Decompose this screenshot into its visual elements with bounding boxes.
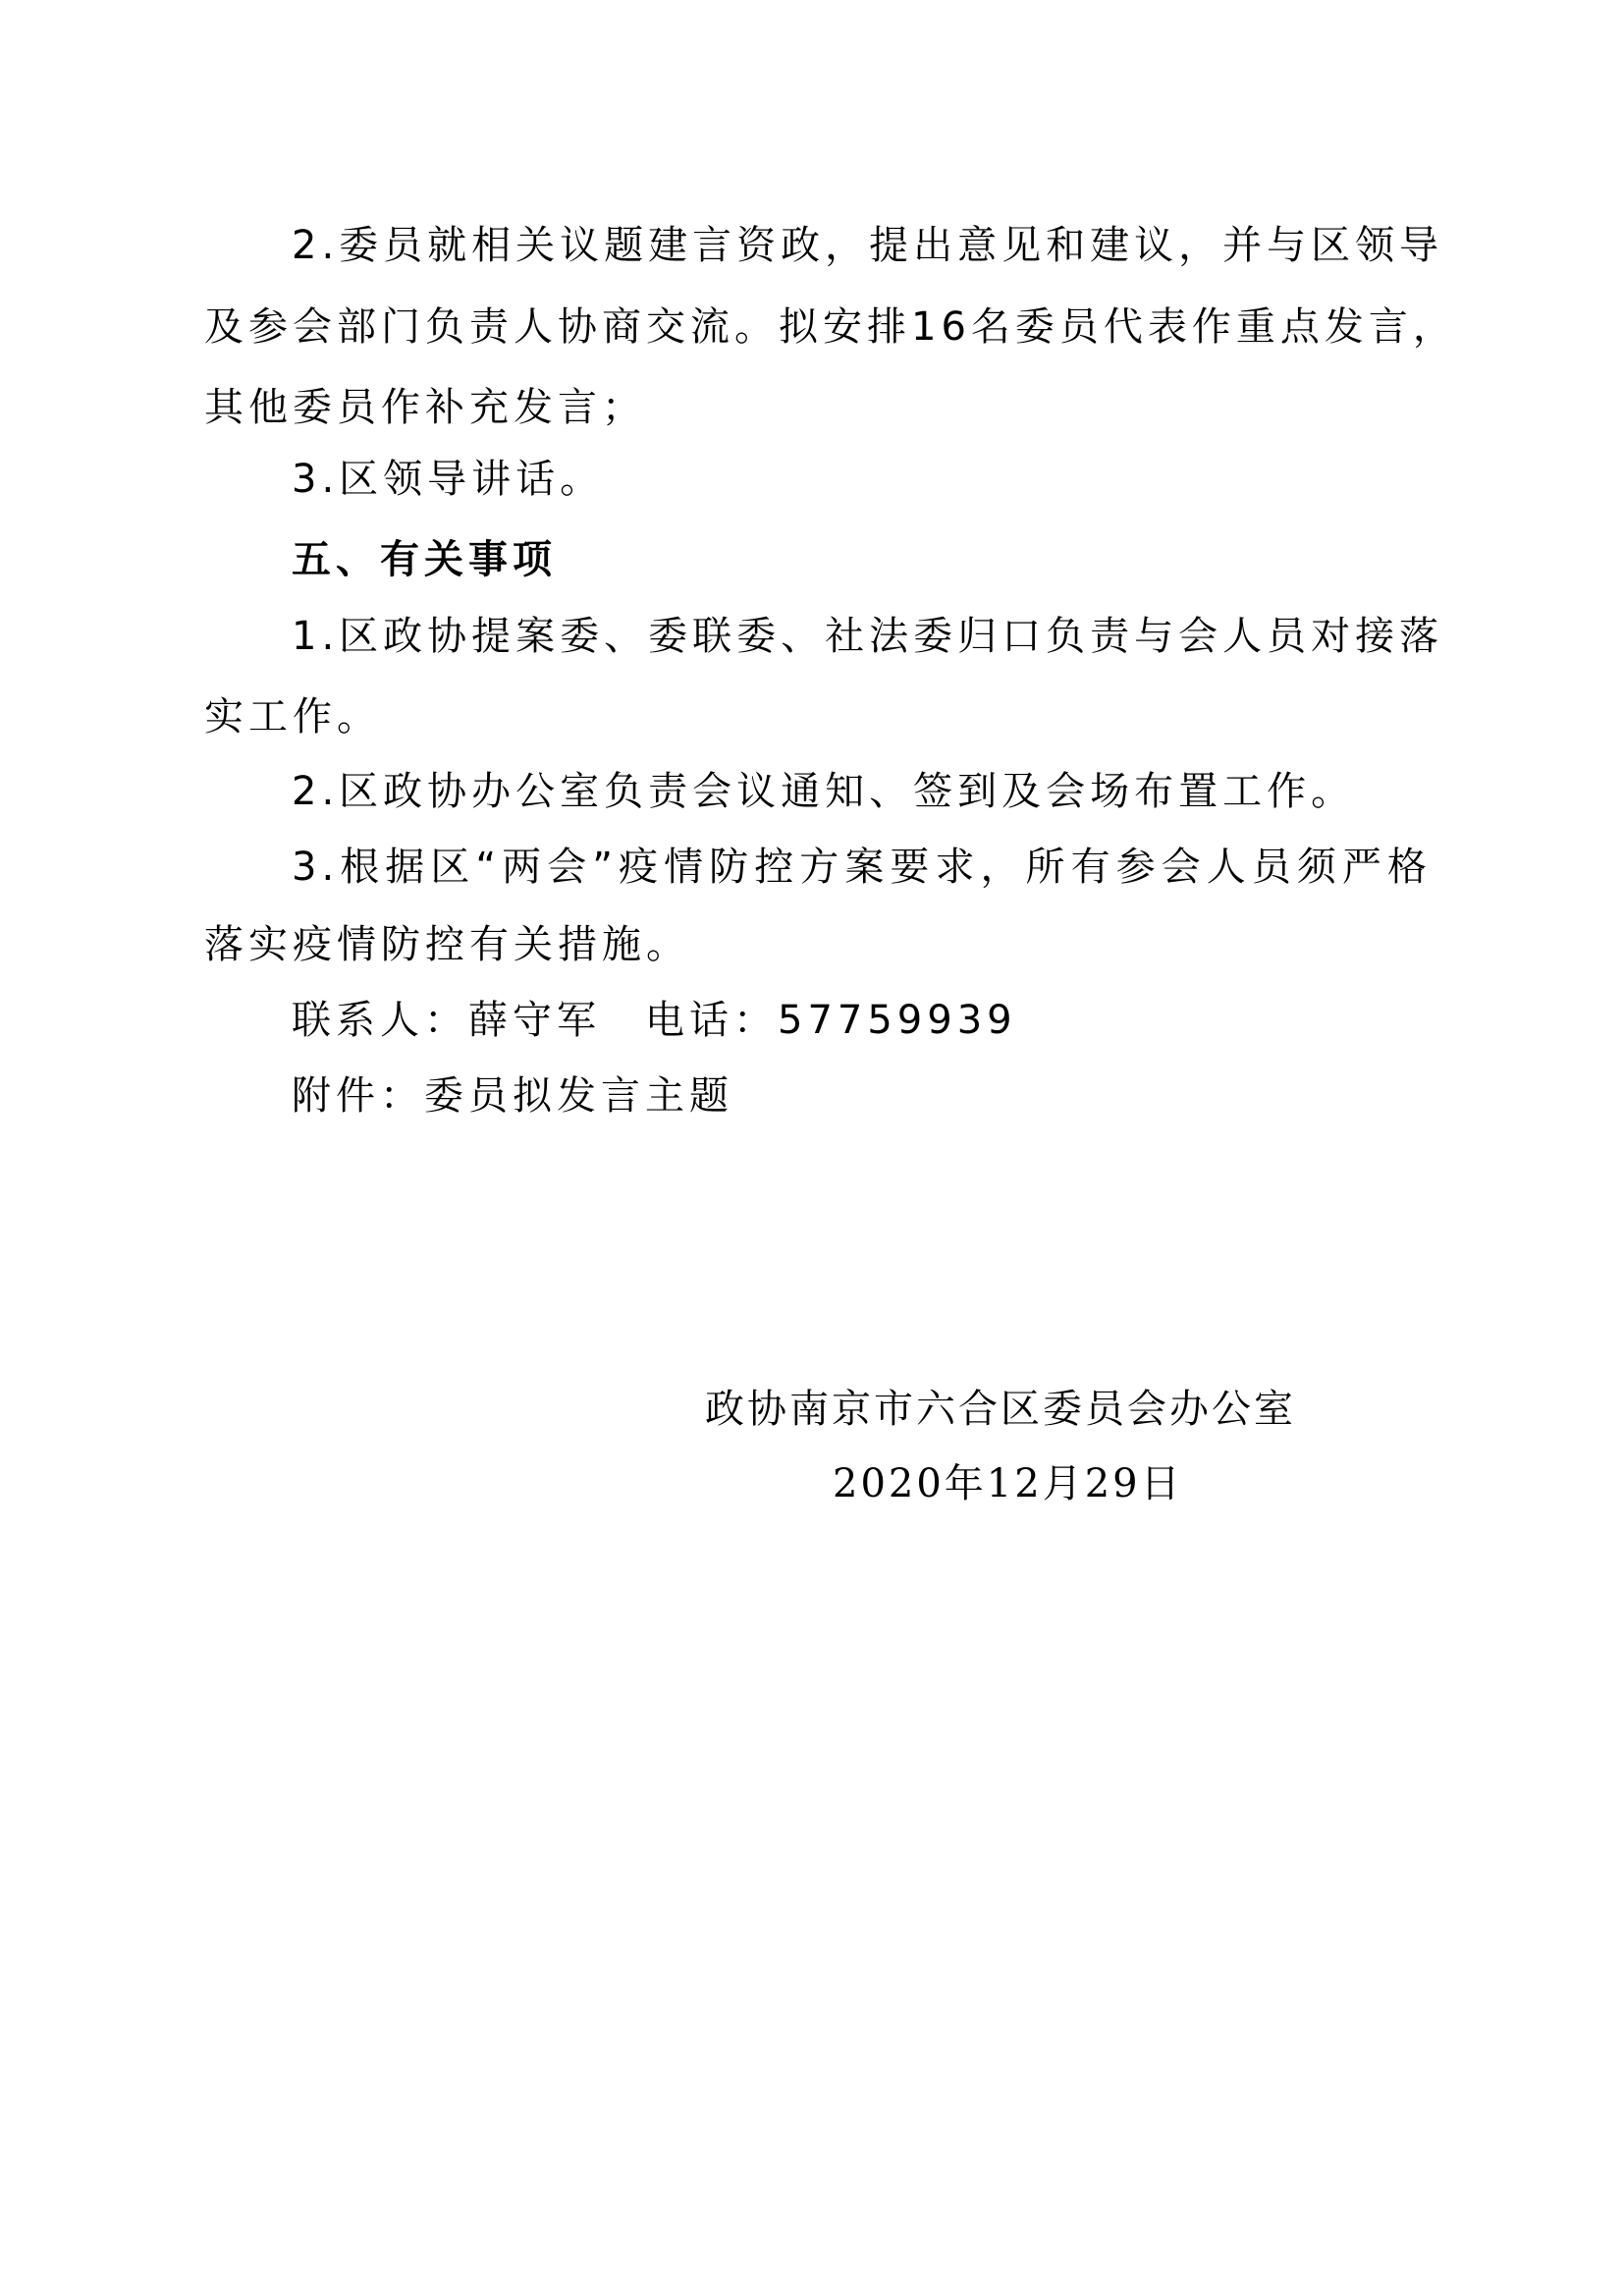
contact-line: 联系人：薛守军 电话：57759939 [292,998,1017,1043]
section-heading: 五、有关事项 [292,537,557,582]
item-2-line-1: 2.区政协办公室负责会议通知、签到及会场布置工作。 [292,769,1356,814]
item-1-line-2: 实工作。 [204,694,381,739]
attachment-line: 附件：委员拟发言主题 [292,1073,733,1119]
paragraph-2-line-3: 其他委员作补充发言； [204,385,646,430]
signature-org: 政协南京市六合区委员会办公室 [705,1387,1296,1432]
signature-date: 2020年12月29日 [833,1461,1183,1506]
paragraph-3-line-1: 3.区领导讲话。 [292,457,605,502]
item-3-line-1: 3.根据区“两会”疫情防控方案要求，所有参会人员须严格 [292,845,1432,890]
item-1-line-1: 1.区政协提案委、委联委、社法委归口负责与会人员对接落 [292,614,1444,659]
paragraph-2-line-1: 2.委员就相关议题建言资政，提出意见和建议，并与区领导 [292,223,1444,268]
item-3-line-2: 落实疫情防控有关措施。 [204,922,690,967]
paragraph-2-line-2: 及参会部门负责人协商交流。拟安排16名委员代表作重点发言， [204,304,1457,350]
